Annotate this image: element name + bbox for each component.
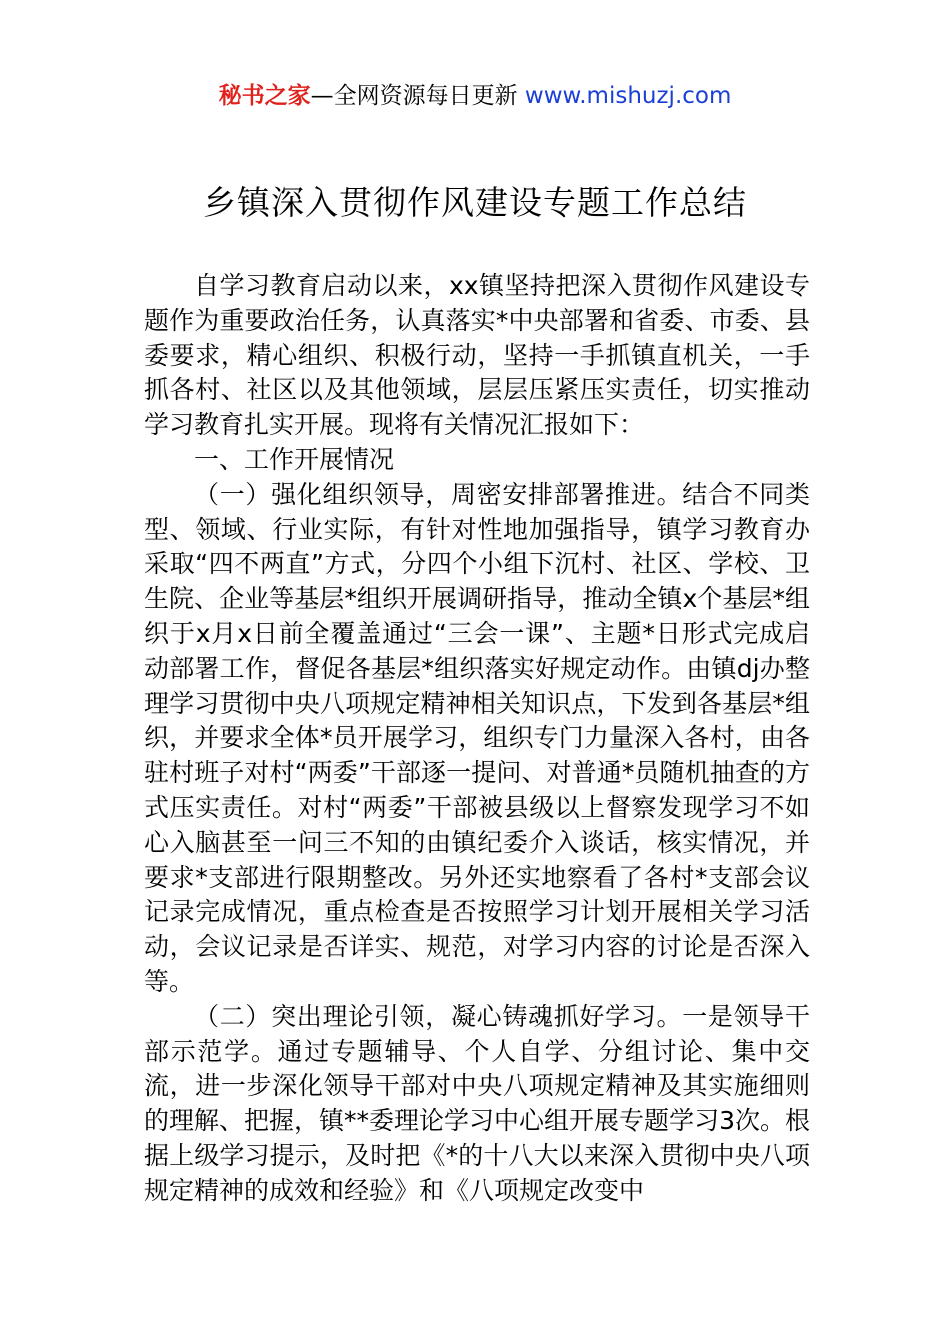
section-heading: 一、工作开展情况 <box>194 444 395 474</box>
brand-name: 秘书之家 <box>218 83 311 109</box>
paragraph-1: （一）强化组织领导，周密安排部署推进。结合不同类型、领域、行业实际，有针对性地加强指导，镇学习教育办采取“四不两直”方式，分四个小组下沉村、社区、学校、卫生院、企业等基层*组织开展调研指导，推动全镇x个基层*组织于x月x日前全覆盖通过“三会一课”、主题*日形式完成启动部署工作，督促各基层*组织落实好规定动作。由镇dj办整理学习贯彻中央八项规定精神相关知识点，下发到各基层*组织，并要求全体*员开展学习，组织专门力量深入各村，由各驻村班子对村“两委”干部逐一提问、对普通*员随机抽查的方式压实责任。对村“两委”干部被县级以上督察发现学习不如心入脑甚至一问三不知的由镇纪委介入谈话，核实情况，并要求*支部进行限期整改。另外还实地察看了各村*支部会议记录完成情况，重点检查是否按照学习计划开展相关学习活动，会议记录是否详实、规范，对学习内容的讨论是否深入等。 <box>144 479 810 996</box>
header-tagline: —全网资源每日更新 <box>310 83 525 109</box>
site-url-link[interactable]: www.mishuzj.com <box>524 83 732 109</box>
intro-paragraph: 自学习教育启动以来，xx镇坚持把深入贯彻作风建设专题作为重要政治任务，认真落实*中央部署和省委、市委、县委要求，精心组织、积极行动，坚持一手抓镇直机关，一手抓各村、社区以及其他领域，层层压紧压实责任，切实推动学习教育扎实开展。现将有关情况汇报如下： <box>144 271 810 440</box>
paragraph-2: （二）突出理论引领，凝心铸魂抓好学习。一是领导干部示范学。通过专题辅导、个人自学、分组讨论、集中交流，进一步深化领导干部对中央八项规定精神及其实施细则的理解、把握，镇**委理论学习中心组开展专题学习3次。根据上级学习提示，及时把《*的十八大以来深入贯彻中央八项规定精神的成效和经验》和《八项规定改变中 <box>144 1001 810 1205</box>
site-header <box>0 80 950 112</box>
document-body <box>144 269 810 1209</box>
document-title: 乡镇深入贯彻作风建设专题工作总结 <box>203 183 747 222</box>
